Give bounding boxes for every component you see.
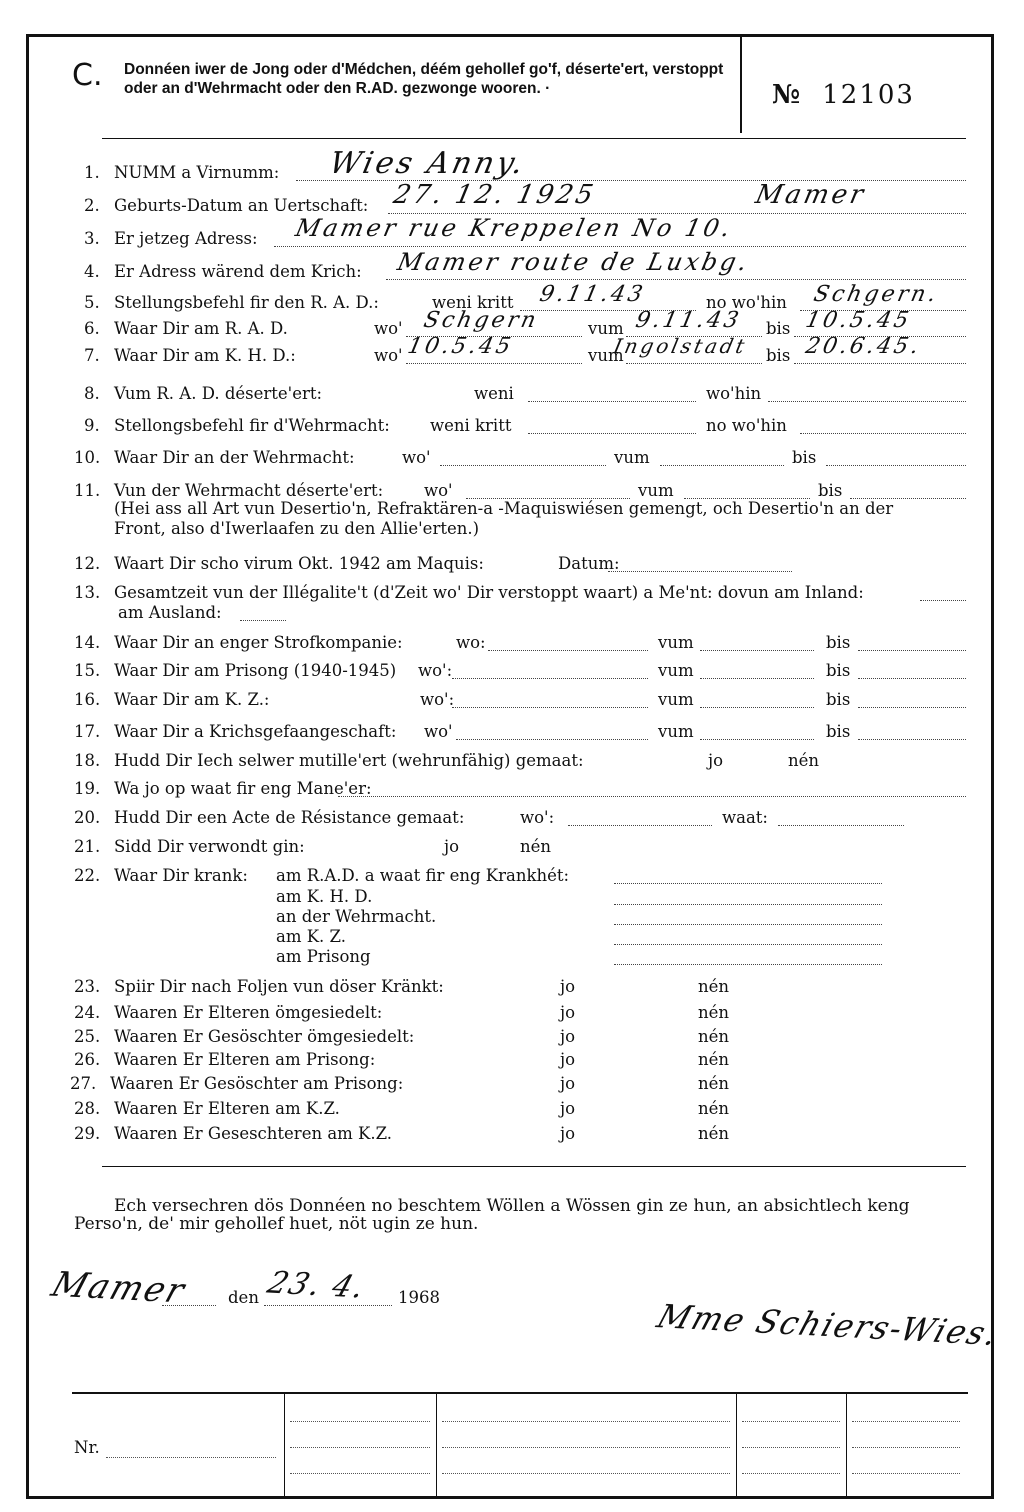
field-option-a: jo bbox=[560, 1099, 576, 1118]
field-label: Waar Dir an der Wehrmacht: bbox=[114, 448, 355, 467]
fill-line bbox=[614, 943, 882, 945]
field-option-b: vum bbox=[658, 690, 694, 709]
hw-address-war: Mamer route de Luxbg. bbox=[395, 248, 753, 276]
fill-line bbox=[274, 245, 966, 247]
field-option-b: vum bbox=[658, 661, 694, 680]
field-label: Stellungsbefehl fir den R. A. D.: bbox=[114, 293, 379, 312]
field-number: 26. bbox=[74, 1050, 101, 1069]
field-option-a: wo: bbox=[456, 633, 486, 652]
fill-line bbox=[794, 362, 966, 364]
field-option-a: wo': bbox=[418, 661, 453, 680]
fill-line bbox=[778, 824, 904, 826]
field-option-c: bis bbox=[826, 690, 851, 709]
den-label: den bbox=[228, 1288, 259, 1307]
footer-divider-2 bbox=[436, 1394, 437, 1496]
footer-cell-line bbox=[742, 1472, 840, 1474]
field-number: 24. bbox=[74, 1003, 101, 1022]
field-option-b: vum bbox=[588, 346, 624, 365]
hw-address-now: Mamer rue Kreppelen No 10. bbox=[293, 214, 736, 242]
fill-line bbox=[700, 677, 814, 679]
field-option-a: jo bbox=[560, 1003, 576, 1022]
field-number: 9. bbox=[84, 416, 100, 435]
fill-line bbox=[826, 464, 966, 466]
fill-line bbox=[858, 649, 966, 651]
footer-cell-line bbox=[852, 1420, 960, 1422]
fill-line bbox=[488, 649, 648, 651]
hw-birth-place: Mamer bbox=[752, 180, 869, 210]
fill-line bbox=[614, 963, 882, 965]
field-label: Waart Dir scho virum Okt. 1942 am Maquis: bbox=[114, 554, 484, 573]
hw-name: Wies Anny. bbox=[326, 146, 530, 181]
form-number bbox=[772, 80, 915, 110]
field-number: 15. bbox=[74, 661, 101, 680]
field-number: 25. bbox=[74, 1027, 101, 1046]
field-option-b: no wo'hin bbox=[706, 416, 787, 435]
fill-line bbox=[626, 362, 762, 364]
footer-cell-line bbox=[742, 1446, 840, 1448]
field-number: 8. bbox=[84, 384, 100, 403]
field-option-a: wo': bbox=[420, 690, 455, 709]
field-label: Waar Dir am R. A. D. bbox=[114, 319, 288, 338]
field-option-b: nén bbox=[698, 1027, 730, 1046]
field-number: 27. bbox=[70, 1074, 97, 1093]
field-number: 7. bbox=[84, 346, 100, 365]
footer-cell-line bbox=[742, 1420, 840, 1422]
field-label: Waaren Er Geseschteren am K.Z. bbox=[114, 1124, 393, 1143]
footer-cell-line bbox=[442, 1472, 730, 1474]
field-sub-label: am Ausland: bbox=[118, 603, 222, 622]
fill-line bbox=[528, 432, 696, 434]
field-option-a: Datum: bbox=[558, 554, 620, 573]
field-number: 16. bbox=[74, 690, 101, 709]
declaration-line-1: Ech versechren dös Donnéen no beschtem Wöllen a Wössen gin ze hun, an absichtlech keng bbox=[114, 1196, 910, 1216]
field-option-a: jo bbox=[560, 1027, 576, 1046]
footer-cell-line bbox=[290, 1446, 430, 1448]
field-number: 14. bbox=[74, 633, 101, 652]
hw-rad-from: 9.11.43 bbox=[633, 308, 744, 333]
field-note-2: Front, also d'Iwerlaafen zu den Allie'erten.) bbox=[114, 519, 480, 538]
field-option-a: weni kritt bbox=[432, 293, 514, 312]
field-option-a: jo bbox=[560, 977, 576, 996]
field-number: 13. bbox=[74, 583, 101, 602]
field-label: Wa jo op waat fir eng Mane'er: bbox=[114, 779, 372, 798]
footer-cell-line bbox=[290, 1472, 430, 1474]
field-option-b: nén bbox=[698, 1124, 730, 1143]
footer-divider-3 bbox=[736, 1394, 737, 1496]
field-option-b: nén bbox=[698, 1099, 730, 1118]
fill-line bbox=[700, 649, 814, 651]
field-option-a: wo' bbox=[374, 346, 403, 365]
field-number: 17. bbox=[74, 722, 101, 741]
field-option-b: vum bbox=[588, 319, 624, 338]
field-label: Waaren Er Elteren ömgesiedelt: bbox=[114, 1003, 383, 1022]
field-number: 12. bbox=[74, 554, 101, 573]
field-option-b: nén bbox=[698, 977, 730, 996]
fill-line bbox=[386, 278, 966, 280]
fill-line bbox=[406, 362, 582, 364]
field-label: Waaren Er Gesöschter ömgesiedelt: bbox=[114, 1027, 415, 1046]
fill-line bbox=[240, 619, 286, 621]
fill-line bbox=[768, 400, 966, 402]
fill-line bbox=[452, 677, 648, 679]
nr-label: Nr. bbox=[74, 1438, 100, 1457]
field-option-b: vum bbox=[638, 481, 674, 500]
header-rule bbox=[102, 138, 966, 139]
field-label: Waaren Er Elteren am Prisong: bbox=[114, 1050, 376, 1069]
footer-cell-line bbox=[442, 1446, 730, 1448]
field-sub-label: am K. H. D. bbox=[276, 887, 373, 906]
number-sign: № bbox=[772, 80, 801, 110]
fill-line bbox=[614, 903, 882, 905]
field-label: Sidd Dir verwondt gin: bbox=[114, 837, 305, 856]
field-option-b: nén bbox=[788, 751, 820, 770]
field-option-a: weni kritt bbox=[430, 416, 512, 435]
field-label: Er Adress wärend dem Krich: bbox=[114, 262, 362, 281]
field-option-b: nén bbox=[698, 1003, 730, 1022]
field-option-a: jo bbox=[560, 1124, 576, 1143]
field-option-c: bis bbox=[766, 319, 791, 338]
hw-khd-where: 10.5.45 bbox=[405, 334, 516, 359]
footer-divider-4 bbox=[846, 1394, 847, 1496]
field-number: 23. bbox=[74, 977, 101, 996]
fill-line bbox=[528, 400, 696, 402]
signature: Mme Schiers-Wies. bbox=[652, 1297, 1005, 1353]
field-label: Waar Dir am K. H. D.: bbox=[114, 346, 296, 365]
field-label: Waar Dir krank: bbox=[114, 866, 248, 885]
field-option-b: waat: bbox=[722, 808, 768, 827]
field-option-a: jo bbox=[444, 837, 460, 856]
field-label: Gesamtzeit vun der Illégalite't (d'Zeit wo' Dir verstoppt waart) a Me'nt: dovun am Inland: bbox=[114, 583, 864, 602]
field-option-a: jo bbox=[560, 1050, 576, 1069]
field-option-b: no wo'hin bbox=[706, 293, 787, 312]
field-note-1: (Hei ass all Art vun Desertio'n, Refraktären-a -Maquiswiésen gemengt, och Desertio'n an der bbox=[114, 499, 894, 518]
field-option-a: jo bbox=[560, 1074, 576, 1093]
fill-line bbox=[858, 706, 966, 708]
field-option-a: wo': bbox=[520, 808, 555, 827]
number-value: 12103 bbox=[822, 80, 915, 110]
fill-line bbox=[660, 464, 784, 466]
field-sub-label: an der Wehrmacht. bbox=[276, 907, 437, 926]
hw-rad-order-date: 9.11.43 bbox=[537, 282, 648, 307]
field-label: Waar Dir an enger Strofkompanie: bbox=[114, 633, 403, 652]
hw-place: Mamer bbox=[46, 1264, 192, 1312]
fill-line bbox=[700, 706, 814, 708]
field-number: 28. bbox=[74, 1099, 101, 1118]
fill-line bbox=[608, 570, 792, 572]
fill-line bbox=[920, 599, 966, 601]
section-rule bbox=[102, 1166, 966, 1167]
fill-line bbox=[452, 706, 648, 708]
field-option-b: nén bbox=[698, 1050, 730, 1069]
field-label: Waar Dir a Krichsgefaangeschaft: bbox=[114, 722, 397, 741]
footer-cell-line bbox=[852, 1472, 960, 1474]
field-option-b: nén bbox=[520, 837, 552, 856]
fill-line bbox=[568, 824, 712, 826]
field-option-c: bis bbox=[792, 448, 817, 467]
field-option-b: vum bbox=[658, 722, 694, 741]
field-label: Vum R. A. D. déserte'ert: bbox=[114, 384, 323, 403]
field-option-a: wo' bbox=[424, 722, 453, 741]
field-option-c: bis bbox=[826, 633, 851, 652]
field-option-a: wo' bbox=[374, 319, 403, 338]
field-option-a: wo' bbox=[402, 448, 431, 467]
year-label: 1968 bbox=[398, 1288, 440, 1307]
fill-line bbox=[338, 795, 966, 797]
field-label: Waaren Er Gesöschter am Prisong: bbox=[110, 1074, 404, 1093]
field-number: 21. bbox=[74, 837, 101, 856]
footer-cell-line bbox=[852, 1446, 960, 1448]
field-sub-label: am Prisong bbox=[276, 947, 371, 966]
field-label: Hudd Dir een Acte de Résistance gemaat: bbox=[114, 808, 465, 827]
field-sub-label: am K. Z. bbox=[276, 927, 346, 946]
section-letter: C. bbox=[72, 58, 103, 93]
nr-dots bbox=[106, 1456, 276, 1458]
field-option-a: weni bbox=[474, 384, 514, 403]
fill-line bbox=[858, 738, 966, 740]
field-option-c: bis bbox=[818, 481, 843, 500]
field-option-c: bis bbox=[826, 661, 851, 680]
field-number: 29. bbox=[74, 1124, 101, 1143]
field-number: 11. bbox=[74, 481, 101, 500]
field-number: 6. bbox=[84, 319, 100, 338]
date-dots bbox=[264, 1304, 392, 1306]
header-divider bbox=[740, 37, 742, 133]
fill-line bbox=[456, 738, 648, 740]
field-label: Waar Dir am Prisong (1940-1945) bbox=[114, 661, 397, 680]
hw-rad-where: Schgern bbox=[421, 308, 542, 333]
field-number: 1. bbox=[84, 163, 100, 182]
field-option-b: wo'hin bbox=[706, 384, 762, 403]
field-label: Waar Dir am K. Z.: bbox=[114, 690, 270, 709]
field-number: 3. bbox=[84, 229, 100, 248]
field-option-a: jo bbox=[708, 751, 724, 770]
declaration-line-2: Perso'n, de' mir gehollef huet, nöt ugin ze hun. bbox=[74, 1214, 479, 1234]
fill-line bbox=[440, 464, 606, 466]
footer-rule bbox=[72, 1392, 968, 1394]
field-sub-label: am R.A.D. a waat fir eng Krankhét: bbox=[276, 866, 570, 885]
field-number: 2. bbox=[84, 196, 100, 215]
field-number: 19. bbox=[74, 779, 101, 798]
field-option-c: bis bbox=[826, 722, 851, 741]
field-label: Geburts-Datum an Uertschaft: bbox=[114, 196, 369, 215]
fill-line bbox=[614, 923, 882, 925]
hw-rad-to: 10.5.45 bbox=[803, 308, 914, 333]
fill-line bbox=[858, 677, 966, 679]
field-option-b: vum bbox=[614, 448, 650, 467]
field-label: Hudd Dir Iech selwer mutille'ert (wehrunfähig) gemaat: bbox=[114, 751, 584, 770]
footer-cell-line bbox=[290, 1420, 430, 1422]
field-option-c: bis bbox=[766, 346, 791, 365]
fill-line bbox=[800, 432, 966, 434]
footer-cell-line bbox=[442, 1420, 730, 1422]
field-label: Spiir Dir nach Foljen vun döser Kränkt: bbox=[114, 977, 444, 996]
field-option-a: wo' bbox=[424, 481, 453, 500]
section-title: Donnéen iwer de Jong oder d'Médchen, déém gehollef go'f, déserte'ert, verstoppt oder an d'Wehrmacht oder den R.AD. gezwonge wooren. · bbox=[124, 61, 724, 97]
field-number: 20. bbox=[74, 808, 101, 827]
fill-line bbox=[700, 738, 814, 740]
footer-divider-1 bbox=[284, 1394, 285, 1496]
field-label: Stellongsbefehl fir d'Wehrmacht: bbox=[114, 416, 390, 435]
hw-khd-to: 20.6.45. bbox=[803, 334, 924, 359]
field-number: 18. bbox=[74, 751, 101, 770]
hw-birth-date: 27. 12. 1925 bbox=[390, 180, 599, 210]
field-label: Er jetzeg Adress: bbox=[114, 229, 258, 248]
field-option-b: nén bbox=[698, 1074, 730, 1093]
hw-rad-order-place: Schgern. bbox=[811, 282, 942, 307]
fill-line bbox=[614, 882, 882, 884]
field-label: Vun der Wehrmacht déserte'ert: bbox=[114, 481, 384, 500]
hw-date: 23. 4. bbox=[263, 1265, 371, 1306]
field-number: 22. bbox=[74, 866, 101, 885]
field-number: 10. bbox=[74, 448, 101, 467]
field-label: Waaren Er Elteren am K.Z. bbox=[114, 1099, 340, 1118]
field-number: 4. bbox=[84, 262, 100, 281]
field-option-b: vum bbox=[658, 633, 694, 652]
place-dots bbox=[162, 1304, 216, 1306]
field-number: 5. bbox=[84, 293, 100, 312]
field-label: NUMM a Virnumm: bbox=[114, 163, 280, 182]
hw-khd-from: Ingolstadt bbox=[611, 334, 750, 358]
